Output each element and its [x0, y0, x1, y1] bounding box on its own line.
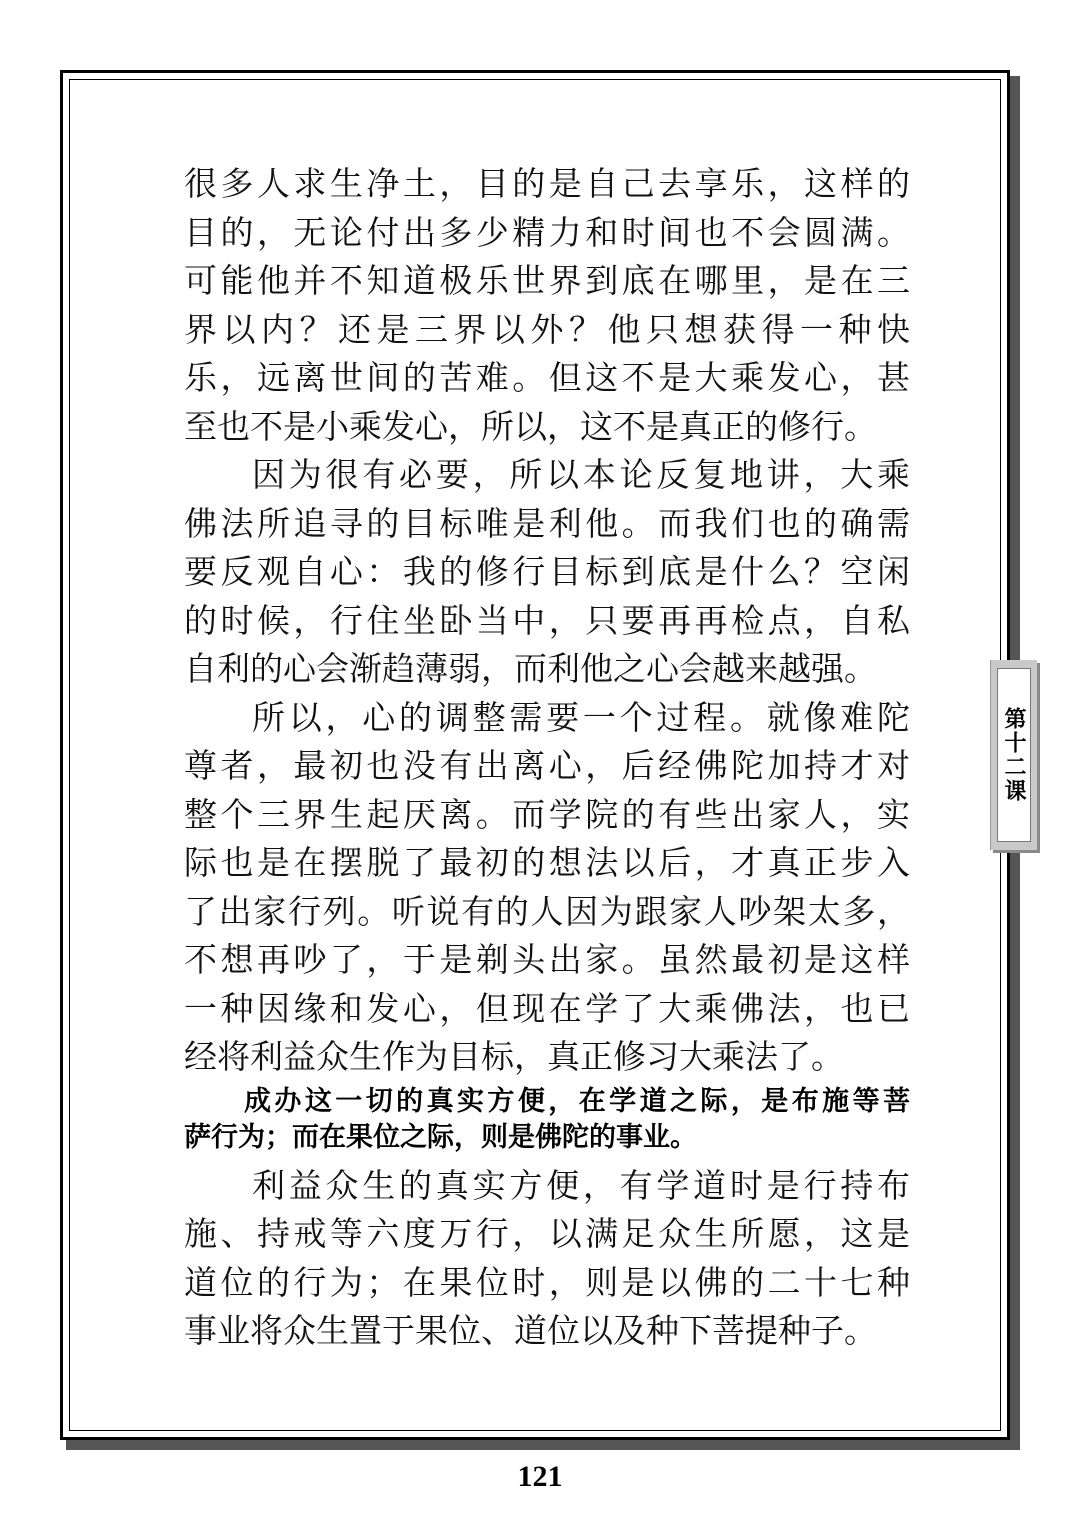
root-verse: [184, 1084, 910, 1156]
paragraph: [184, 694, 910, 1082]
text-line: 事业将众生置于果位、道位以及种下菩提种子。: [184, 1311, 877, 1350]
text-line: 要反观自心：我的修行目标到底是什么？空闲: [184, 552, 910, 591]
text-line: 整个三界生起厌离。而学院的有些出家人，实: [184, 794, 910, 834]
text-line: 至也不是小乘发心，所以，这不是真正的修行。: [184, 406, 877, 446]
text-line: 了出家行列。听说有的人因为跟家人吵架太多，: [184, 891, 910, 931]
text-line: 利益众生的真实方便，有学道时是行持布: [252, 1165, 910, 1205]
text-line: 很多人求生净土，目的是自己去享乐，这样的: [184, 164, 910, 203]
verse-line: 萨行为；而在果位之际，则是佛陀的事业。: [184, 1121, 697, 1153]
verse-line: 成办这一切的真实方便，在学道之际，是布施等菩: [244, 1085, 910, 1117]
text-line: 自利的心会渐趋薄弱，而利他之心会越来越强。: [184, 649, 877, 688]
text-line: 目的，无论付出多少精力和时间也不会圆满。: [184, 212, 910, 252]
text-line: 道位的行为；在果位时，则是以佛的二十七种: [184, 1262, 910, 1302]
text-line: 可能他并不知道极乐世界到底在哪里，是在三: [184, 261, 910, 300]
text-line: 乐，远离世间的苦难。但这不是大乘发心，甚: [184, 358, 910, 397]
lesson-side-tab-inner: [997, 668, 1031, 842]
text-line: 际也是在摆脱了最初的想法以后，才真正步入: [184, 843, 910, 882]
text-line: 施、持戒等六度万行，以满足众生所愿，这是: [184, 1214, 910, 1253]
text-line: 尊者，最初也没有出离心，后经佛陀加持才对: [184, 746, 910, 785]
text-line: 的时候，行住坐卧当中，只要再再检点，自私: [184, 600, 910, 640]
text-line: 所以，心的调整需要一个过程。就像难陀: [252, 697, 910, 737]
commentary-paragraph: [184, 1162, 910, 1356]
text-line: 界以内？还是三界以外？他只想获得一种快: [184, 309, 910, 349]
paragraph: [184, 160, 910, 451]
page-number: 121: [517, 1460, 563, 1493]
paragraph: [184, 451, 910, 694]
text-line: 经将利益众生作为目标，真正修习大乘法了。: [184, 1037, 844, 1076]
text-line: 因为很有必要，所以本论反复地讲，大乘: [252, 455, 910, 494]
lesson-side-tab: [990, 660, 1037, 850]
body-text: [184, 160, 910, 1356]
text-line: 一种因缘和发心，但现在学了大乘佛法，也已: [184, 988, 910, 1028]
lesson-label: 第十二课: [1001, 707, 1027, 803]
text-line: 不想再吵了，于是剃头出家。虽然最初是这样: [184, 940, 910, 979]
text-line: 佛法所追寻的目标唯是利他。而我们也的确需: [184, 503, 910, 543]
